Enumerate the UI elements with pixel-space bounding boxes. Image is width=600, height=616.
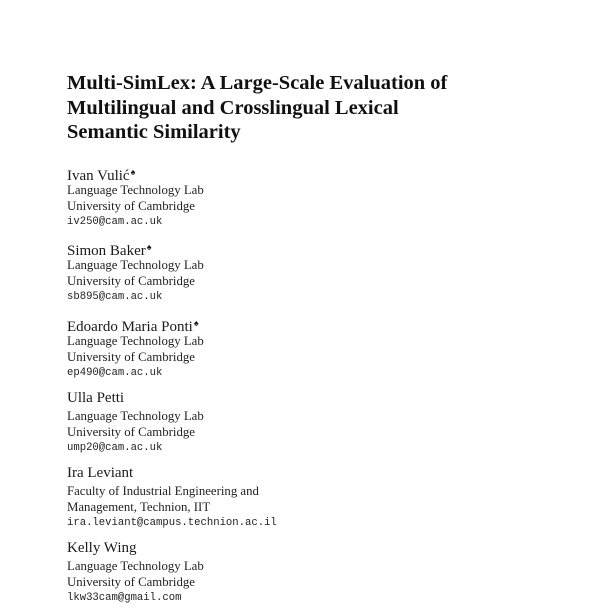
author-affiliation-line: Language Technology Lab bbox=[67, 258, 204, 273]
title-line: Multi-SimLex: A Large-Scale Evaluation of bbox=[67, 72, 448, 94]
author-email: ep490@cam.ac.uk bbox=[67, 366, 163, 379]
author-affiliation-line: Language Technology Lab bbox=[67, 559, 204, 574]
paper-title bbox=[67, 71, 487, 145]
author-email: ump20@cam.ac.uk bbox=[67, 441, 163, 454]
author-name-text: Kelly Wing bbox=[67, 540, 137, 557]
author-block bbox=[67, 164, 467, 239]
author-block bbox=[67, 465, 467, 540]
author-block bbox=[67, 390, 467, 465]
author-block bbox=[67, 239, 467, 314]
author-name bbox=[67, 315, 467, 333]
author-affiliation-line: Faculty of Industrial Engineering and bbox=[67, 484, 259, 499]
author-name bbox=[67, 390, 467, 408]
author-affiliation-line: Language Technology Lab bbox=[67, 408, 204, 423]
author-affiliation-line: University of Cambridge bbox=[67, 349, 195, 364]
author-email: sb895@cam.ac.uk bbox=[67, 291, 163, 304]
author-name bbox=[67, 239, 467, 260]
spade-icon: ♠ bbox=[130, 167, 136, 177]
author-affiliation-line: University of Cambridge bbox=[67, 424, 195, 439]
author-email: iv250@cam.ac.uk bbox=[67, 216, 163, 228]
author-name-text: Ulla Petti bbox=[67, 389, 125, 406]
title-line: Multilingual and Crosslingual Lexical bbox=[67, 96, 399, 119]
author-block bbox=[67, 315, 467, 390]
author-affiliation-line: University of Cambridge bbox=[67, 575, 195, 590]
author-name-text: Simon Baker bbox=[67, 243, 146, 260]
author-affiliation-line: Management, Technion, IIT bbox=[67, 500, 211, 515]
author-affiliation-line: Language Technology Lab bbox=[67, 333, 204, 348]
author-affiliation-line: University of Cambridge bbox=[67, 199, 195, 213]
author-name bbox=[67, 465, 467, 483]
author-name-text: Ivan Vulić bbox=[67, 168, 130, 184]
spade-icon: ♠ bbox=[146, 242, 152, 253]
author-email: lkw33cam@gmail.com bbox=[67, 592, 182, 605]
author-affiliation-line: Language Technology Lab bbox=[67, 183, 204, 197]
author-block bbox=[67, 540, 467, 615]
author-email: ira.leviant@campus.technion.ac.il bbox=[67, 517, 277, 530]
author-name bbox=[67, 540, 467, 558]
author-affiliation-line: University of Cambridge bbox=[67, 274, 195, 289]
spade-icon: ♠ bbox=[193, 317, 199, 328]
author-name bbox=[67, 164, 467, 182]
author-name-text: Edoardo Maria Ponti bbox=[67, 318, 193, 335]
author-list bbox=[67, 164, 467, 616]
title-line: Semantic Similarity bbox=[67, 121, 241, 143]
author-name-text: Ira Leviant bbox=[67, 465, 134, 482]
